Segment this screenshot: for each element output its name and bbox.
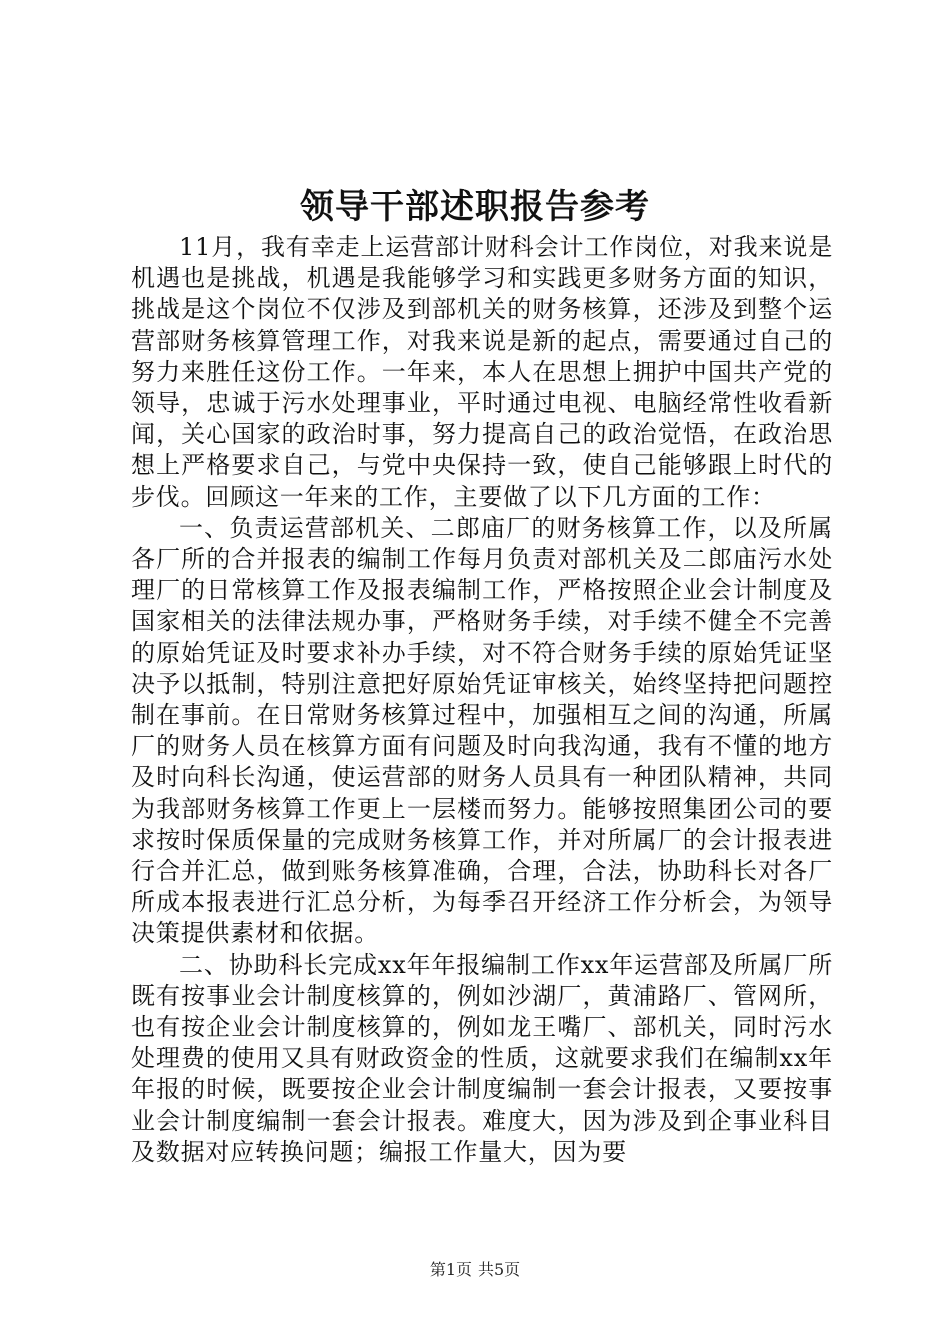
page-total: 共5页 bbox=[478, 1260, 521, 1279]
page-number: 第1页 bbox=[429, 1260, 472, 1279]
document-title: 领导干部述职报告参考 bbox=[300, 187, 650, 227]
page-footer bbox=[0, 1260, 950, 1280]
document-body bbox=[131, 232, 833, 1168]
paragraph-section-two: 二、协助科长完成xx年年报编制工作xx年运营部及所属厂所既有按事业会计制度核算的，例如沙湖厂，黄浦路厂、管网所，也有按企业会计制度核算的，例如龙王嘴厂、部机关，同时污水处理费的使用又具有财政资金的性质，这就要求我们在编制xx年年报的时候，既要按企业会计制度编制一套会计报表，又要按事业会计制度编制一套会计报表。难度大，因为涉及到企事业科目及数据对应转换问题；编报工作量大，因为要 bbox=[131, 950, 833, 1166]
paragraph-section-one: 一、负责运营部机关、二郎庙厂的财务核算工作，以及所属各厂所的合并报表的编制工作每月负责对部机关及二郎庙污水处理厂的日常核算工作及报表编制工作，严格按照企业会计制度及国家相关的法律法规办事，严格财务手续，对手续不健全不完善的原始凭证及时要求补办手续，对不符合财务手续的原始凭证坚决予以抵制，特别注意把好原始凭证审核关，始终坚持把问题控制在事前。在日常财务核算过程中，加强相互之间的沟通，所属厂的财务人员在核算方面有问题及时向我沟通，我有不懂的地方及时向科长沟通，使运营部的财务人员具有一种团队精神，共同为我部财务核算工作更上一层楼而努力。能够按照集团公司的要求按时保质保量的完成财务核算工作，并对所属厂的会计报表进行合并汇总，做到账务核算准确，合理，合法，协助科长对各厂所成本报表进行汇总分析，为每季召开经济工作分析会，为领导决策提供素材和依据。 bbox=[131, 513, 833, 948]
paragraph-intro: 11月，我有幸走上运营部计财科会计工作岗位，对我来说是机遇也是挑战，机遇是我能够学习和实践更多财务方面的知识，挑战是这个岗位不仅涉及到部机关的财务核算，还涉及到整个运营部财务核算管理工作，对我来说是新的起点，需要通过自己的努力来胜任这份工作。一年来，本人在思想上拥护中国共产党的领导，忠诚于污水处理事业，平时通过电视、电脑经常性收看新闻，关心国家的政治时事，努力提高自己的政治觉悟，在政治思想上严格要求自己，与党中央保持一致，使自己能够跟上时代的步伐。回顾这一年来的工作，主要做了以下几方面的工作： bbox=[131, 233, 833, 511]
